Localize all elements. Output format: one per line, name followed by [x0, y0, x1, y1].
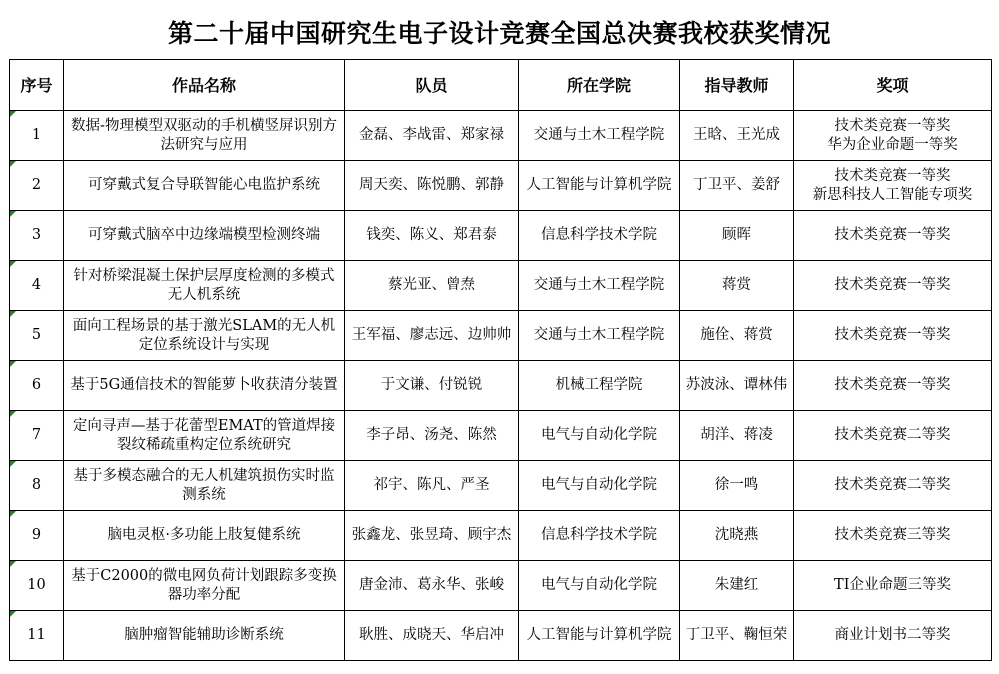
- cell-members: 张鑫龙、张昱琦、顾宇杰: [345, 511, 519, 561]
- cell-award: [794, 311, 992, 361]
- cell-index: 3: [10, 211, 64, 261]
- header-award: 奖项: [794, 60, 992, 111]
- header-index: 序号: [10, 60, 64, 111]
- table-header-row: [10, 60, 992, 111]
- cell-award: [794, 561, 992, 611]
- cell-index: 10: [10, 561, 64, 611]
- table-row: [10, 561, 992, 611]
- cell-index: 5: [10, 311, 64, 361]
- cell-work-name: 基于5G通信技术的智能萝卜收获清分装置: [64, 361, 345, 411]
- table-row: [10, 161, 992, 211]
- cell-teacher: 王晗、王光成: [680, 111, 794, 161]
- table-row: [10, 611, 992, 661]
- cell-work-name: 可穿戴式复合导联智能心电监护系统: [64, 161, 345, 211]
- cell-award: [794, 361, 992, 411]
- award-line: 技术类竞赛三等奖: [834, 527, 951, 543]
- cell-index: 6: [10, 361, 64, 411]
- award-line: TI企业命题三等奖: [834, 577, 951, 593]
- cell-index: 9: [10, 511, 64, 561]
- cell-award: [794, 211, 992, 261]
- cell-members: 蔡光亚、曾焘: [345, 261, 519, 311]
- cell-award: [794, 261, 992, 311]
- award-line: 技术类竞赛二等奖: [834, 477, 951, 493]
- award-line: 技术类竞赛一等奖: [834, 377, 951, 393]
- cell-teacher: 徐一鸣: [680, 461, 794, 511]
- cell-teacher: 丁卫平、鞠恒荣: [680, 611, 794, 661]
- cell-teacher: 胡洋、蒋凌: [680, 411, 794, 461]
- header-teacher: 指导教师: [680, 60, 794, 111]
- cell-members: 王军福、廖志远、边帅帅: [345, 311, 519, 361]
- cell-index: 4: [10, 261, 64, 311]
- table-row: [10, 511, 992, 561]
- award-line: 商业计划书二等奖: [834, 627, 951, 643]
- cell-index: 2: [10, 161, 64, 211]
- cell-teacher: 苏波泳、谭林伟: [680, 361, 794, 411]
- cell-members: 周天奕、陈悦鹏、郭静: [345, 161, 519, 211]
- award-line: 技术类竞赛一等奖: [834, 277, 951, 293]
- cell-members: 李子昂、汤尧、陈然: [345, 411, 519, 461]
- cell-work-name: 定向寻声—基于花蕾型EMAT的管道焊接裂纹稀疏重构定位系统研究: [64, 411, 345, 461]
- award-line: 技术类竞赛一等奖: [834, 167, 951, 184]
- award-line: 新思科技人工智能专项奖: [812, 186, 973, 203]
- header-members: 队员: [345, 60, 519, 111]
- cell-college: 电气与自动化学院: [519, 561, 680, 611]
- table-row: [10, 411, 992, 461]
- cell-index: 1: [10, 111, 64, 161]
- cell-teacher: 蒋赏: [680, 261, 794, 311]
- cell-award: [794, 411, 992, 461]
- cell-work-name: 脑电灵枢·多功能上肢复健系统: [64, 511, 345, 561]
- cell-teacher: 丁卫平、姜舒: [680, 161, 794, 211]
- cell-work-name: 数据-物理模型双驱动的手机横竖屏识别方法研究与应用: [64, 111, 345, 161]
- cell-teacher: 沈晓燕: [680, 511, 794, 561]
- cell-teacher: 朱建红: [680, 561, 794, 611]
- cell-college: 人工智能与计算机学院: [519, 611, 680, 661]
- cell-members: 耿胜、成晓天、华启冲: [345, 611, 519, 661]
- table-row: [10, 361, 992, 411]
- cell-work-name: 面向工程场景的基于激光SLAM的无人机定位系统设计与实现: [64, 311, 345, 361]
- cell-college: 信息科学技术学院: [519, 211, 680, 261]
- cell-college: 电气与自动化学院: [519, 461, 680, 511]
- cell-members: 钱奕、陈义、郑君泰: [345, 211, 519, 261]
- cell-college: 信息科学技术学院: [519, 511, 680, 561]
- table-row: [10, 111, 992, 161]
- table-row: [10, 311, 992, 361]
- cell-award: [794, 161, 992, 211]
- cell-college: 交通与土木工程学院: [519, 311, 680, 361]
- cell-members: 金磊、李战雷、郑家禄: [345, 111, 519, 161]
- cell-teacher: 施佺、蒋赏: [680, 311, 794, 361]
- cell-award: [794, 611, 992, 661]
- cell-college: 交通与土木工程学院: [519, 261, 680, 311]
- page-title: 第二十届中国研究生电子设计竞赛全国总决赛我校获奖情况: [167, 19, 831, 48]
- award-line: 技术类竞赛一等奖: [834, 227, 951, 243]
- table-row: [10, 211, 992, 261]
- cell-award: [794, 111, 992, 161]
- header-college: 所在学院: [519, 60, 680, 111]
- cell-work-name: 基于多模态融合的无人机建筑损伤实时监测系统: [64, 461, 345, 511]
- cell-work-name: 脑肿瘤智能辅助诊断系统: [64, 611, 345, 661]
- cell-college: 交通与土木工程学院: [519, 111, 680, 161]
- cell-award: [794, 511, 992, 561]
- cell-index: 7: [10, 411, 64, 461]
- cell-members: 唐金沛、葛永华、张峻: [345, 561, 519, 611]
- cell-college: 人工智能与计算机学院: [519, 161, 680, 211]
- table-row: [10, 461, 992, 511]
- award-line: 技术类竞赛一等奖: [834, 327, 951, 343]
- cell-work-name: 可穿戴式脑卒中边缘端模型检测终端: [64, 211, 345, 261]
- cell-college: 电气与自动化学院: [519, 411, 680, 461]
- award-line: 技术类竞赛一等奖: [834, 117, 951, 134]
- cell-index: 11: [10, 611, 64, 661]
- cell-work-name: 针对桥梁混凝土保护层厚度检测的多模式无人机系统: [64, 261, 345, 311]
- cell-members: 于文谦、付锐锐: [345, 361, 519, 411]
- cell-work-name: 基于C2000的微电网负荷计划跟踪多变换器功率分配: [64, 561, 345, 611]
- table-row: [10, 261, 992, 311]
- cell-college: 机械工程学院: [519, 361, 680, 411]
- cell-members: 祁宇、陈凡、严圣: [345, 461, 519, 511]
- header-work-name: 作品名称: [64, 60, 345, 111]
- awards-table: [9, 59, 992, 661]
- award-line: 华为企业命题一等奖: [827, 136, 958, 153]
- award-line: 技术类竞赛二等奖: [834, 427, 951, 443]
- cell-index: 8: [10, 461, 64, 511]
- cell-teacher: 顾晖: [680, 211, 794, 261]
- cell-award: [794, 461, 992, 511]
